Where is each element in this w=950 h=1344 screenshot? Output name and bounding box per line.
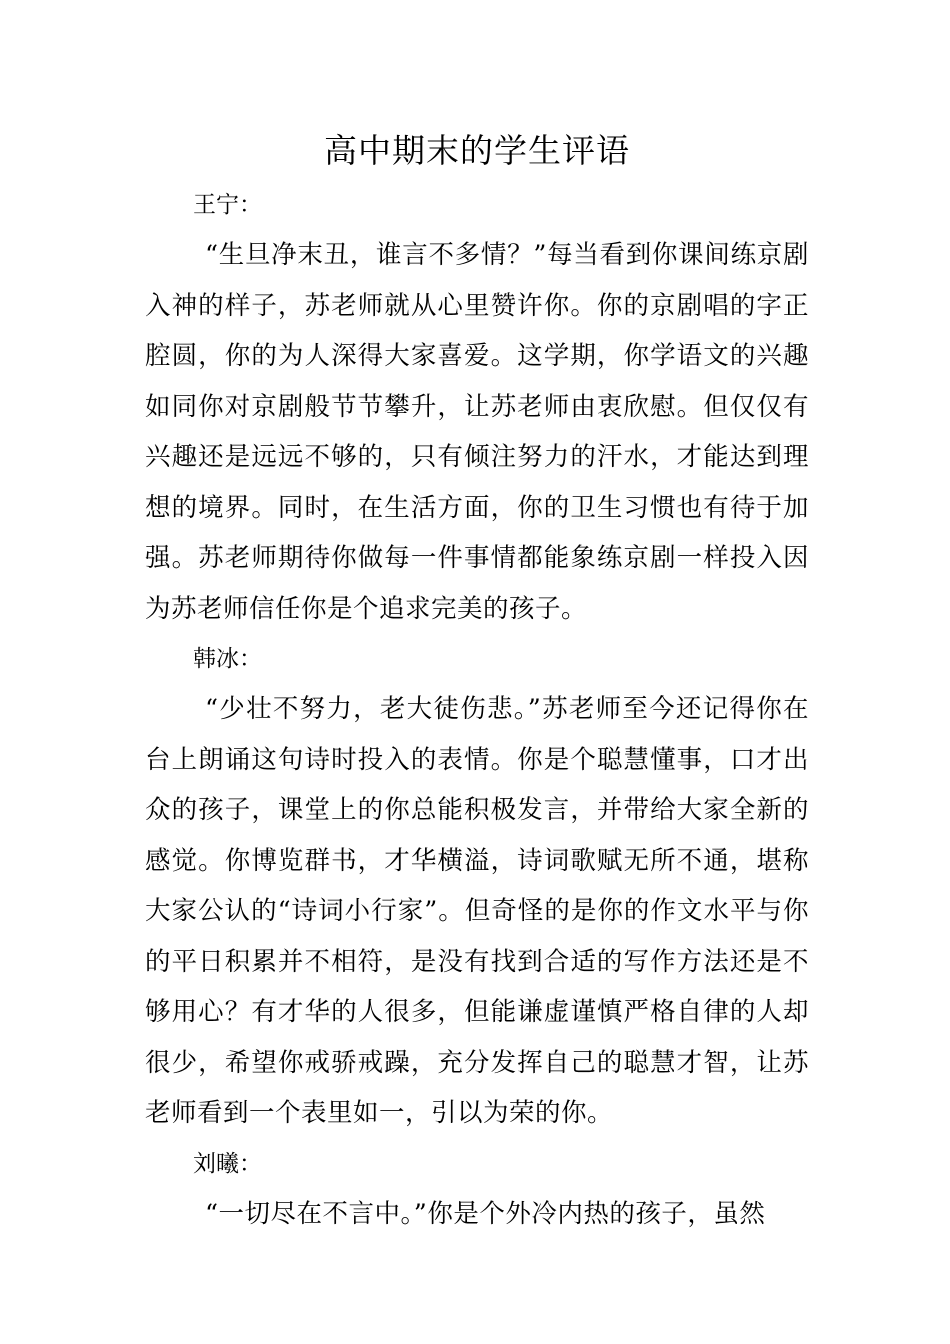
comment-paragraph: “一切尽在不言中。”你是个外冷内热的孩子，虽然 (205, 1198, 766, 1229)
student-name: 刘曦： (193, 1150, 262, 1177)
comment-paragraph: “少壮不努力，老大徒伤悲。”苏老师至今还记得你在台上朗诵这句诗时投入的表情。你是个聪慧懂事，口才出众的孩子，课堂上的你总能积极发言，并带给大家全新的感觉。你博览群书，才华横溢，诗词歌赋无所不通，堪称大家公认的“诗词小行家”。但奇怪的是你的作文水平与你的平日积累并不相符，是没有找到合适的写作方法还是不够用心？有才华的人很多，但能谦虚谨慎严格自律的人却很少，希望你戒骄戒躁，充分发挥自己的聪慧才智，让苏老师看到一个表里如一，引以为荣的你。 (145, 694, 809, 1128)
student-name: 王宁： (193, 192, 262, 218)
document-title: 高中期末的学生评语 (324, 131, 630, 170)
comment-paragraph: “生旦净末丑，谁言不多情？”每当看到你课间练京剧入神的样子，苏老师就从心里赞许你。你的京剧唱的字正腔圆，你的为人深得大家喜爱。这学期，你学语文的兴趣如同你对京剧般节节攀升，让苏老师由衷欣慰。但仅仅有兴趣还是远远不够的，只有倾注努力的汗水，才能达到理想的境界。同时，在生活方面，你的卫生习惯也有待于加强。苏老师期待你做每一件事情都能象练京剧一样投入因为苏老师信任你是个追求完美的孩子。 (145, 240, 809, 624)
document-page (145, 128, 809, 1239)
student-name: 韩冰： (193, 646, 262, 672)
